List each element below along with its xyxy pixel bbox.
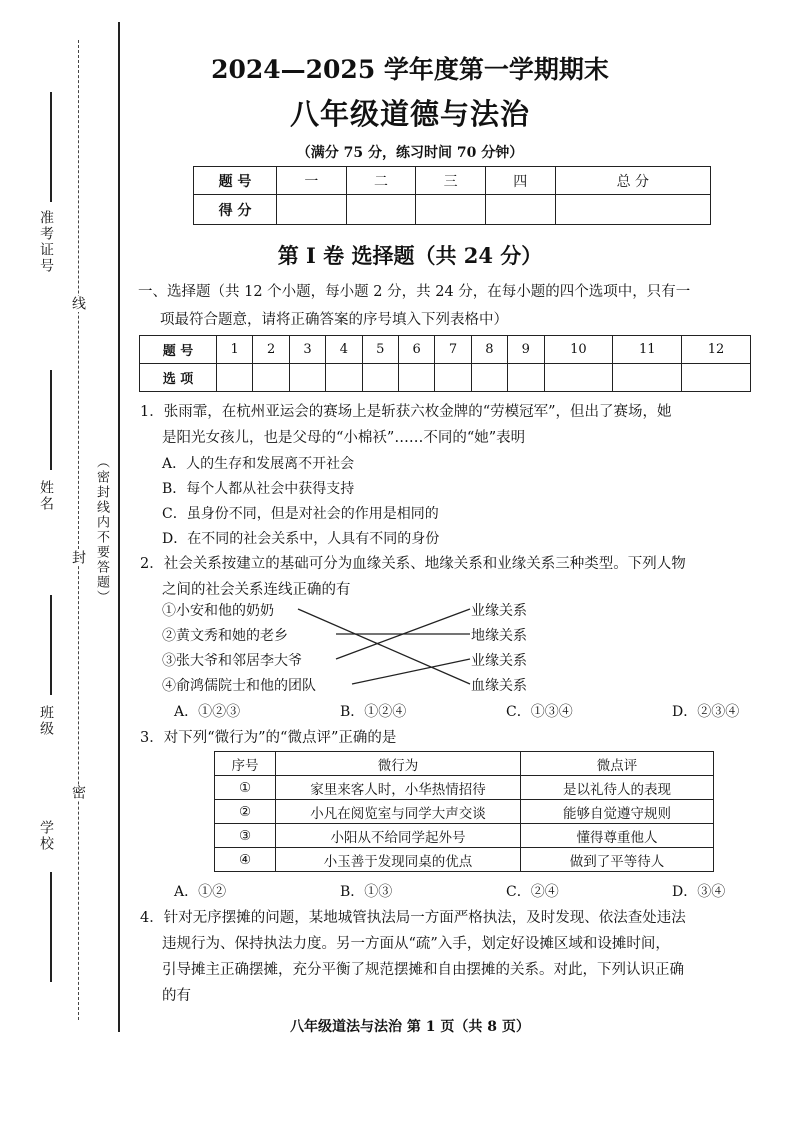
score-col-2: 二 (346, 167, 416, 195)
seal-char-mi: 密 (70, 785, 86, 801)
answer-number-cell: 4 (326, 336, 362, 364)
q3-cell: 小玉善于发现同桌的优点 (276, 848, 521, 872)
q3-cell: 是以礼待人的表现 (521, 776, 714, 800)
q3-cell: ② (215, 800, 276, 824)
answer-number-cell: 8 (471, 336, 507, 364)
q3-cell: 小凡在阅览室与同学大声交谈 (276, 800, 521, 824)
q2-left-item: ②黄文秀和她的老乡 (162, 628, 288, 644)
q3-cell: 家里来客人时，小华热情招待 (276, 776, 521, 800)
q2-option-b[interactable]: B．①②④ (340, 704, 407, 720)
page-footer: 八年级道法与法治 第 1 页（共 8 页） (290, 1019, 530, 1035)
q1-stem-2: 是阳光女孩儿，也是父母的“小棉袄”……不同的“她”表明 (162, 430, 526, 446)
class-label: 班级 (38, 705, 54, 737)
q3-cell: ④ (215, 848, 276, 872)
q3-option-b[interactable]: B．①③ (340, 884, 393, 900)
exam-title: 2024—2025 学年度第一学期期末 (211, 55, 609, 84)
q2-connector (352, 659, 470, 684)
q3-cell: 懂得尊重他人 (521, 824, 714, 848)
answer-number-cell: 12 (682, 336, 751, 364)
answer-number-cell: 9 (508, 336, 544, 364)
q2-connector (298, 609, 470, 684)
section-title: 第 I 卷 选择题（共 24 分） (277, 243, 543, 268)
section-instruction-1: 一、选择题（共 12 个小题，每小题 2 分，共 24 分，在每小题的四个选项中，只有一 (138, 284, 691, 300)
score-col-4: 四 (485, 167, 555, 195)
q3-col-header: 微行为 (276, 752, 521, 776)
school-label: 学校 (38, 820, 54, 852)
q2-stem-2: 之间的社会关系连线正确的有 (162, 582, 351, 598)
q3-stem: 3．对下列“微行为”的“微点评”正确的是 (140, 730, 397, 746)
seal-char-feng: 封 (70, 550, 86, 566)
exam-meta: （满分 75 分，练习时间 70 分钟） (296, 145, 524, 161)
answer-row-label: 选 项 (140, 364, 217, 392)
q3-cell: 做到了平等待人 (521, 848, 714, 872)
q2-left-item: ③张大爷和邻居李大爷 (162, 653, 302, 669)
q1-option-c[interactable]: C．虽身份不同，但是对社会的作用是相同的 (162, 506, 439, 522)
q4-stem-1: 4．针对无序摆摊的问题，某地城管执法局一方面严格执法，及时发现、依法查处违法 (140, 910, 686, 926)
q3-table (214, 751, 714, 872)
answer-number-cell: 5 (362, 336, 398, 364)
q2-right-item: 业缘关系 (471, 653, 527, 669)
q3-col-header: 序号 (215, 752, 276, 776)
q3-option-a[interactable]: A．①② (174, 884, 227, 900)
score-col-total: 总 分 (555, 167, 710, 195)
q4-stem-3: 引导摊主正确摆摊，充分平衡了规范摆摊和自由摆摊的关系。对此，下列认识正确 (162, 962, 684, 978)
q2-stem-1: 2．社会关系按建立的基础可分为血缘关系、地缘关系和业缘关系三种类型。下列人物 (140, 556, 686, 572)
score-table-header: 题 号 (194, 167, 277, 195)
seal-char-xian: 线 (70, 296, 86, 312)
q1-option-a[interactable]: A．人的生存和发展离不开社会 (162, 456, 355, 472)
q2-right-item: 地缘关系 (471, 628, 527, 644)
q1-option-b[interactable]: B．每个人都从社会中获得支持 (162, 481, 355, 497)
q3-cell: 能够自觉遵守规则 (521, 800, 714, 824)
seal-notice: （密封线内不要答题） (94, 455, 109, 605)
q3-cell: ③ (215, 824, 276, 848)
q2-left-item: ①小安和他的奶奶 (162, 603, 274, 619)
answer-number-cell: 10 (544, 336, 613, 364)
q3-option-d[interactable]: D．③④ (672, 884, 726, 900)
q2-option-a[interactable]: A．①②③ (174, 704, 241, 720)
q2-option-d[interactable]: D．②③④ (672, 704, 740, 720)
q4-stem-4: 的有 (162, 988, 191, 1004)
answer-number-cell: 7 (435, 336, 471, 364)
q1-stem-1: 1．张雨霏，在杭州亚运会的赛场上是斩获六枚金牌的“劳模冠军”，但出了赛场，她 (140, 404, 672, 420)
q3-cell: 小阳从不给同学起外号 (276, 824, 521, 848)
q3-cell: ① (215, 776, 276, 800)
answer-table-header: 题 号 (140, 336, 217, 364)
answer-number-cell: 3 (289, 336, 325, 364)
name-label: 姓名 (38, 480, 54, 512)
ticket-number-label: 准考证号 (38, 210, 54, 274)
exam-subject: 八年级道德与法治 (289, 97, 530, 131)
q2-right-item: 血缘关系 (471, 678, 527, 694)
q3-option-c[interactable]: C．②④ (506, 884, 559, 900)
q2-left-item: ④俞鸿儒院士和他的团队 (162, 678, 316, 694)
answer-number-cell: 1 (217, 336, 253, 364)
score-col-3: 三 (416, 167, 486, 195)
q2-option-c[interactable]: C．①③④ (506, 704, 573, 720)
q4-stem-2: 违规行为、保持执法力度。另一方面从“疏”入手，划定好设摊区域和设摊时间， (162, 936, 670, 952)
score-col-1: 一 (277, 167, 347, 195)
answer-number-cell: 2 (253, 336, 289, 364)
score-row-label: 得 分 (194, 195, 277, 225)
q2-right-item: 业缘关系 (471, 603, 527, 619)
answer-number-cell: 6 (398, 336, 434, 364)
q1-option-d[interactable]: D．在不同的社会关系中，人具有不同的身份 (162, 531, 440, 547)
q3-col-header: 微点评 (521, 752, 714, 776)
section-instruction-2: 项最符合题意，请将正确答案的序号填入下列表格中） (160, 312, 508, 328)
answer-number-cell: 11 (613, 336, 682, 364)
